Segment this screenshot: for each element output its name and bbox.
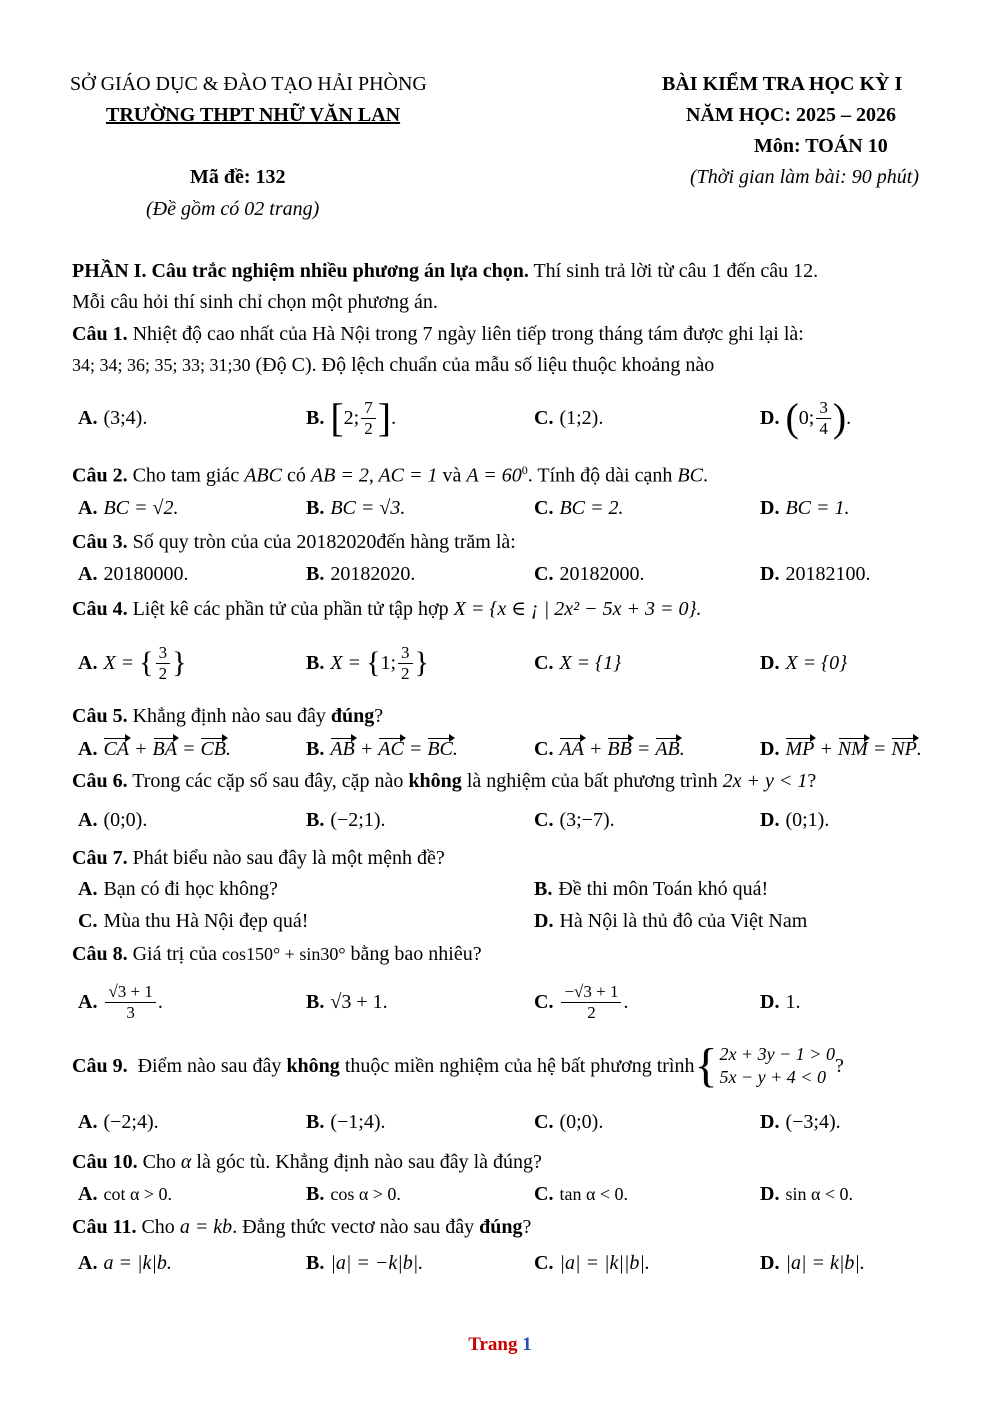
q8-a-den: 3 xyxy=(126,1002,135,1022)
q10-option-c[interactable]: C. tan α < 0. xyxy=(534,1182,629,1205)
q11-end: ? xyxy=(522,1216,532,1238)
q10-b-text: cos α > 0. xyxy=(330,1183,401,1204)
q4-a-num: 3 xyxy=(156,643,171,664)
q4-option-c[interactable]: C. X = {1} xyxy=(534,651,622,674)
q1-d-pre: 0; xyxy=(798,406,815,429)
q11-expr: a = kb xyxy=(179,1216,233,1238)
q3-stem xyxy=(72,529,952,555)
q2-option-c[interactable]: C. BC = 2. xyxy=(534,496,624,519)
vec-ba: BA xyxy=(152,737,177,760)
q2-b-text: BC = √3. xyxy=(330,496,406,519)
q4-d-text: X = {0} xyxy=(785,651,848,674)
q6-option-d[interactable]: D. (0;1). xyxy=(760,808,830,831)
part1-instructions xyxy=(72,258,952,284)
q3-option-c[interactable]: C. 20182000. xyxy=(534,562,645,585)
q1-option-c[interactable]: C. (1;2). xyxy=(534,406,604,429)
q3-b-text: 20182020. xyxy=(330,562,416,585)
q1-stem xyxy=(72,321,952,347)
q1-label: Câu 1. xyxy=(72,323,128,345)
q1-stem2 xyxy=(72,352,952,378)
q8-option-c[interactable]: C. $\frac{-√3 + 1}{2}$ . xyxy=(534,981,629,1022)
q7-b-text: Đề thi môn Toán khó quá! xyxy=(558,877,769,900)
q4-b-pre: 1; xyxy=(380,651,397,674)
vec-bb: BB xyxy=(607,737,632,760)
q10-a-text: cot α > 0. xyxy=(103,1183,173,1204)
q2-d-text: BC = 1. xyxy=(785,496,850,519)
q7-option-d[interactable]: D. Hà Nội là thủ đô của Việt Nam xyxy=(534,909,808,932)
q6-d-text: (0;1). xyxy=(785,808,830,831)
q1-d-den: 4 xyxy=(819,418,828,438)
q4-b-num: 3 xyxy=(398,643,413,664)
q6-text2: là nghiệm của bất phương trình xyxy=(461,770,723,792)
q9-option-d[interactable]: D. (−3;4). xyxy=(760,1110,841,1133)
q3-option-b[interactable]: B. 20182020. xyxy=(306,562,416,585)
q2-t5: . xyxy=(702,464,708,487)
q7-text: Phát biểu nào sau đây là một mệnh đề? xyxy=(127,847,445,869)
q7-option-c[interactable]: C. Mùa thu Hà Nội đẹp quá! xyxy=(78,909,309,932)
vec-ab2: AB xyxy=(655,737,680,760)
q10-option-a[interactable]: A. cot α > 0. xyxy=(78,1182,173,1205)
q1-option-b[interactable]: B. [ 2; $\frac{7}{2}$ ] . xyxy=(306,395,397,440)
q6-end: ? xyxy=(807,770,817,792)
q3-d-text: 20182100. xyxy=(785,562,871,585)
q6-ineq: 2x + y < 1 xyxy=(722,770,808,792)
footer-page-number: 1 xyxy=(522,1334,532,1355)
q9-end: ? xyxy=(834,1055,844,1077)
school-year: NĂM HỌC: 2025 – 2026 xyxy=(686,104,896,126)
q1-a-text: (3;4). xyxy=(103,406,148,429)
q8-c-num: −√3 + 1 xyxy=(561,982,621,1003)
q1-b-num: 7 xyxy=(361,398,376,419)
q7-option-a[interactable]: A. Bạn có đi học không? xyxy=(78,877,278,900)
q8-c-den: 2 xyxy=(587,1002,596,1022)
q4-text: Liệt kê các phần tử của phần tử tập hợp xyxy=(127,598,454,620)
q2-option-b[interactable]: B. BC = √3. xyxy=(306,496,406,519)
q6-c-text: (3;−7). xyxy=(559,808,615,831)
q9-option-c[interactable]: C. (0;0). xyxy=(534,1110,604,1133)
q3-c-text: 20182000. xyxy=(559,562,645,585)
page-footer xyxy=(0,1334,1000,1356)
q6-a-text: (0;0). xyxy=(103,808,148,831)
subject: Môn: TOÁN 10 xyxy=(754,135,888,157)
q11-option-b[interactable]: B. |a| = −k|b|. xyxy=(306,1251,424,1274)
exam-title: BÀI KIỂM TRA HỌC KỲ I xyxy=(662,73,903,95)
q8-text: Giá trị của xyxy=(127,943,222,965)
q11-stem xyxy=(72,1214,952,1240)
q9-system: { 2x + 3y − 1 > 0 5x − y + 4 < 0 xyxy=(694,1039,835,1092)
q4-option-d[interactable]: D. X = {0} xyxy=(760,651,848,674)
q6-label: Câu 6. xyxy=(72,770,128,792)
q2-text: Cho tam giác xyxy=(127,464,245,487)
q2-t2: có xyxy=(282,464,311,487)
q1-data: 34; 34; 36; 35; 33; 31;30 xyxy=(72,355,251,375)
part1-instr1: Thí sinh trả lời từ câu 1 đến câu 12. xyxy=(528,260,819,282)
q9-text: Điểm nào sau đây xyxy=(127,1055,287,1077)
q5-bold: đúng xyxy=(330,705,375,727)
q10-text2: là góc tù. Khẳng định nào sau đây là đúng? xyxy=(191,1151,542,1173)
q3-a-text: 20180000. xyxy=(103,562,189,585)
vec-aa: AA xyxy=(559,737,584,760)
q7-a-text: Bạn có đi học không? xyxy=(103,877,278,900)
q5-stem xyxy=(72,703,952,729)
vec-np: NP xyxy=(891,737,917,760)
q7-options-row1 xyxy=(0,874,1000,904)
q10-option-d[interactable]: D. sin α < 0. xyxy=(760,1182,854,1205)
q9-d-text: (−3;4). xyxy=(785,1110,841,1133)
q4-options xyxy=(0,636,1000,690)
q8-label: Câu 8. xyxy=(72,943,128,965)
part1-instr2: Mỗi câu hỏi thí sinh chỉ chọn một phương án. xyxy=(72,291,438,313)
vec-ab: AB xyxy=(330,737,355,760)
q5-option-d[interactable]: D. MP + NM = NP . xyxy=(760,737,922,760)
school-name: TRƯỜNG THPT NHỮ VĂN LAN xyxy=(106,104,401,126)
q5-end: ? xyxy=(374,705,384,727)
q8-stem xyxy=(72,941,952,967)
q2-t3: và xyxy=(437,464,467,487)
q9-options xyxy=(0,1102,1000,1142)
q4-option-b[interactable]: B. X = { 1; $\frac{3}{2}$ } xyxy=(306,642,429,683)
q4-label: Câu 4. xyxy=(72,598,128,620)
q8-d-text: 1. xyxy=(785,990,801,1013)
q6-bold: không xyxy=(408,770,462,792)
vec-mp: MP xyxy=(785,737,815,760)
q5-option-a[interactable]: A. CA + BA = CB . xyxy=(78,737,232,760)
q6-text: Trong các cặp số sau đây, cặp nào xyxy=(127,770,409,792)
q11-option-a[interactable]: A. a = |k|b. xyxy=(78,1251,172,1274)
q10-alpha: α xyxy=(180,1151,192,1173)
q2-options xyxy=(0,490,1000,526)
q2-sup: 0 xyxy=(521,463,528,477)
q3-text: Số quy tròn của của 20182020đến hàng trăm là: xyxy=(127,531,516,553)
q9-text2: thuộc miền nghiệm của hệ bất phương trình xyxy=(339,1055,695,1077)
q8-text2: bằng bao nhiêu? xyxy=(345,943,482,965)
exam-code: Mã đề: 132 xyxy=(190,166,286,188)
q8-option-a[interactable]: A. $\frac{√3 + 1}{3}$ . xyxy=(78,981,163,1022)
q3-option-a[interactable]: A. 20180000. xyxy=(78,562,189,585)
q9-bold: không xyxy=(286,1055,340,1077)
q2-m4: BC xyxy=(677,464,703,487)
vec-nm: NM xyxy=(837,737,868,760)
q2-c-text: BC = 2. xyxy=(559,496,624,519)
q2-label: Câu 2. xyxy=(72,464,128,487)
q11-options xyxy=(0,1244,1000,1282)
q9-option-a[interactable]: A. (−2;4). xyxy=(78,1110,159,1133)
q11-c-text: |a| = |k||b|. xyxy=(559,1251,650,1274)
q1-text2: (Độ C). Độ lệch chuẩn của mẫu số liệu thuộc khoảng nào xyxy=(250,354,715,376)
q6-option-b[interactable]: B. (−2;1). xyxy=(306,808,386,831)
q4-a-den: 2 xyxy=(158,663,168,683)
q1-option-a[interactable]: A. (3;4). xyxy=(78,406,148,429)
q1-b-pre: 2; xyxy=(343,406,360,429)
q1-d-num: 3 xyxy=(816,398,831,419)
q4-b-den: 2 xyxy=(401,663,410,683)
q3-option-d[interactable]: D. 20182100. xyxy=(760,562,871,585)
q11-option-d[interactable]: D. |a| = k|b|. xyxy=(760,1251,865,1274)
q1-c-text: (1;2). xyxy=(559,406,604,429)
q2-m1: ABC xyxy=(244,464,282,487)
q8-options xyxy=(0,975,1000,1029)
part1-title: PHẦN I. Câu trắc nghiệm nhiều phương án lựa chọn. xyxy=(72,260,529,282)
q5-label: Câu 5. xyxy=(72,705,128,727)
q10-options xyxy=(0,1177,1000,1211)
q11-label: Câu 11. xyxy=(72,1216,137,1238)
vec-cb: CB xyxy=(200,737,227,760)
q10-text: Cho xyxy=(137,1151,181,1173)
q9-sys1: 2x + 3y − 1 > 0 xyxy=(719,1044,835,1064)
q3-label: Câu 3. xyxy=(72,531,128,553)
q7-options-row2 xyxy=(0,906,1000,936)
q11-text: Cho xyxy=(136,1216,180,1238)
vec-ac: AC xyxy=(378,737,404,760)
q5-text: Khẳng định nào sau đây xyxy=(127,705,331,727)
q5-option-c[interactable]: C. AA + BB = AB . xyxy=(534,737,685,760)
dept-name: SỞ GIÁO DỤC & ĐÀO TẠO HẢI PHÒNG xyxy=(70,73,427,95)
q7-label: Câu 7. xyxy=(72,847,128,869)
q9-b-text: (−1;4). xyxy=(330,1110,386,1133)
vec-ca: CA xyxy=(103,737,130,760)
q10-c-text: tan α < 0. xyxy=(559,1183,629,1204)
q1-options xyxy=(0,396,1000,440)
q6-option-a[interactable]: A. (0;0). xyxy=(78,808,148,831)
q8-a-num: √3 + 1 xyxy=(105,982,155,1003)
q8-expr: cos150° + sin30° xyxy=(221,944,346,964)
q11-b-text: |a| = −k|b|. xyxy=(330,1251,424,1274)
q9-sys2: 5x − y + 4 < 0 xyxy=(719,1067,826,1087)
q4-stem xyxy=(72,596,952,622)
q6-options xyxy=(0,800,1000,840)
page-count: (Đề gồm có 02 trang) xyxy=(146,198,320,220)
q5-option-b[interactable]: B. AB + AC = BC . xyxy=(306,737,458,760)
q10-d-text: sin α < 0. xyxy=(785,1183,854,1204)
q9-a-text: (−2;4). xyxy=(103,1110,159,1133)
q2-stem xyxy=(72,457,952,489)
q2-t4: . Tính độ dài cạnh xyxy=(527,464,678,487)
vec-bc: BC xyxy=(427,737,453,760)
q11-option-c[interactable]: C. |a| = |k||b|. xyxy=(534,1251,650,1274)
q8-option-d[interactable]: D. 1. xyxy=(760,990,801,1013)
q4-option-a[interactable]: A. X = { $\frac{3}{2}$ } xyxy=(78,642,187,683)
q7-c-text: Mùa thu Hà Nội đẹp quá! xyxy=(103,909,309,932)
q5-options xyxy=(0,730,1000,768)
q11-text2: . Đẳng thức vectơ nào sau đây xyxy=(232,1216,480,1238)
q11-a-text: a = |k|b. xyxy=(103,1251,172,1274)
q8-b-text: √3 + 1. xyxy=(330,990,388,1013)
q8-option-b[interactable]: B. √3 + 1. xyxy=(306,990,388,1013)
q2-option-d[interactable]: D. BC = 1. xyxy=(760,496,850,519)
q2-option-a[interactable]: A. BC = √2. xyxy=(78,496,179,519)
q1-text: Nhiệt độ cao nhất của Hà Nội trong 7 ngày liên tiếp trong tháng tám được ghi lại là: xyxy=(127,323,804,345)
q7-stem xyxy=(72,845,952,871)
q6-stem xyxy=(72,768,952,794)
q4-c-text: X = {1} xyxy=(559,651,622,674)
exam-time: (Thời gian làm bài: 90 phút) xyxy=(690,166,920,188)
q1-option-d[interactable]: D. ( 0; $\frac{3}{4}$ ) . xyxy=(760,395,852,440)
q11-bold: đúng xyxy=(479,1216,523,1238)
q2-a-text: BC = √2. xyxy=(103,496,179,519)
q10-stem xyxy=(72,1149,952,1175)
q11-d-text: |a| = k|b|. xyxy=(785,1251,865,1274)
q4-set: X = {x ∈ ¡ | 2x² − 5x + 3 = 0}. xyxy=(453,598,702,620)
q10-option-b[interactable]: B. cos α > 0. xyxy=(306,1182,401,1205)
q1-b-den: 2 xyxy=(364,418,373,438)
q7-option-b[interactable]: B. Đề thi môn Toán khó quá! xyxy=(534,877,769,900)
q7-d-text: Hà Nội là thủ đô của Việt Nam xyxy=(559,909,808,932)
q2-m3: A = 60 xyxy=(466,464,522,487)
q6-b-text: (−2;1). xyxy=(330,808,386,831)
q9-option-b[interactable]: B. (−1;4). xyxy=(306,1110,386,1133)
q9-stem xyxy=(72,1038,844,1094)
q3-options xyxy=(0,556,1000,592)
footer-word: Trang xyxy=(468,1334,518,1355)
q9-c-text: (0;0). xyxy=(559,1110,604,1133)
q10-label: Câu 10. xyxy=(72,1151,138,1173)
q9-label: Câu 9. xyxy=(72,1055,128,1077)
q6-option-c[interactable]: C. (3;−7). xyxy=(534,808,615,831)
q2-m2: AB = 2, AC = 1 xyxy=(310,464,438,487)
